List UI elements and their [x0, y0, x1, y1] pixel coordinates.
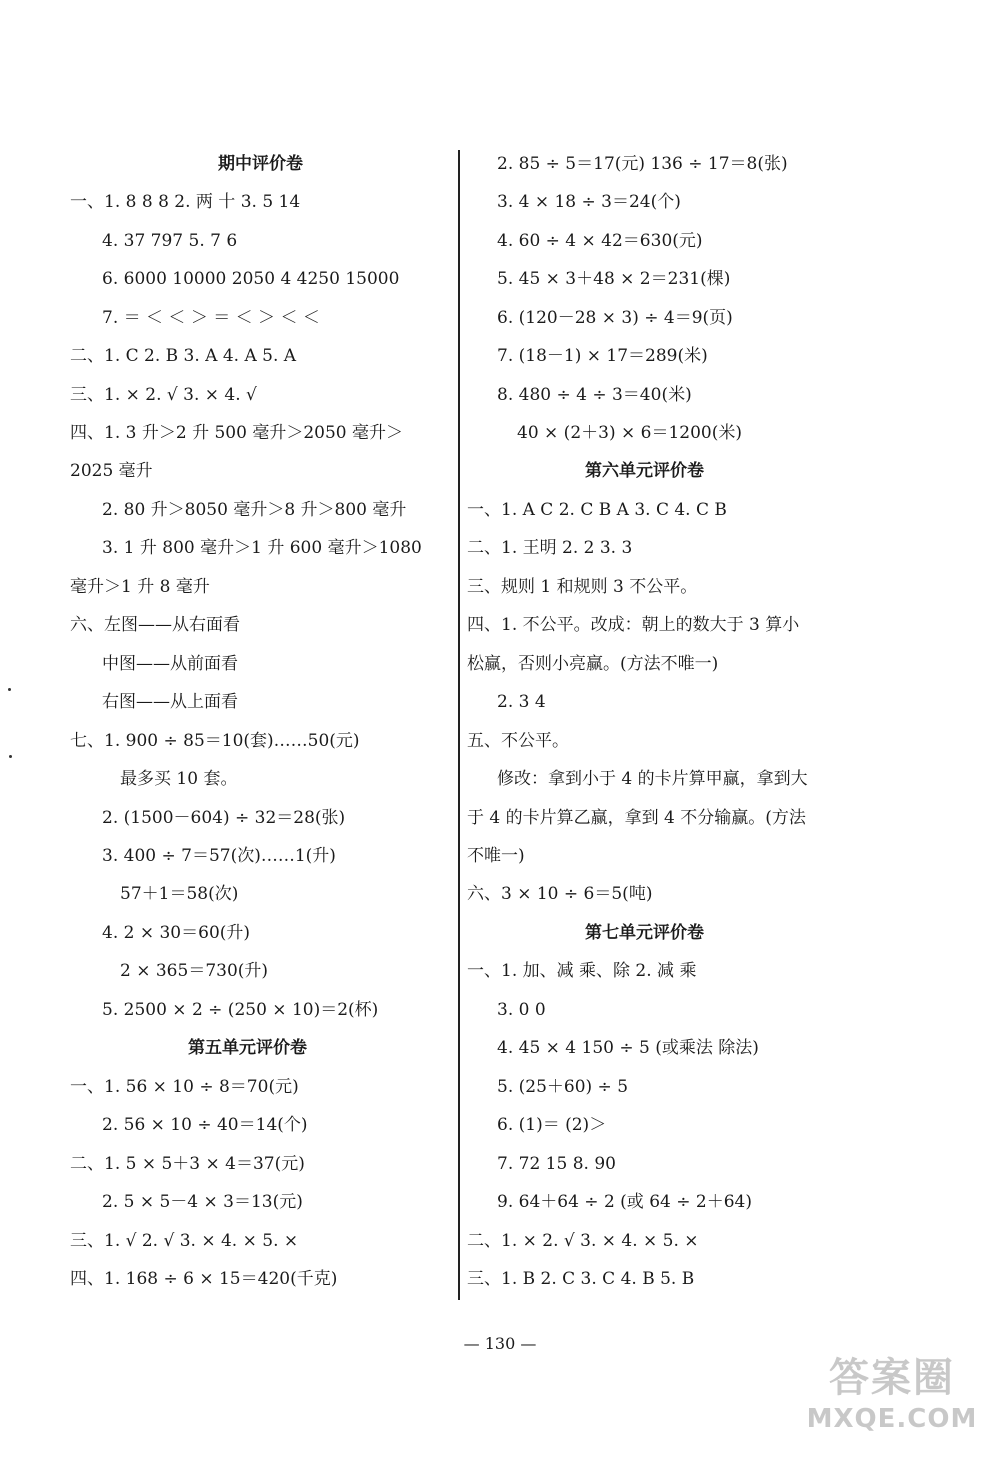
answer-line: 二、1. 5 × 5＋3 × 4＝37(元) [70, 1154, 305, 1174]
answer-line: 一、1. 8 8 8 2. 两 十 3. 5 14 [70, 192, 301, 212]
answer-line: 四、1. 3 升＞2 升 500 毫升＞2050 毫升＞ [70, 423, 403, 443]
answer-line: 40 × (2＋3) × 6＝1200(米) [517, 423, 742, 443]
scan-speck [8, 688, 11, 691]
answer-line: 3. 400 ÷ 7＝57(次)……1(升) [102, 846, 336, 866]
page-number: — 130 — [463, 1334, 537, 1353]
answer-line: 中图——从前面看 [102, 654, 238, 674]
answer-line: 三、1. × 2. √ 3. × 4. √ [70, 385, 257, 405]
answer-line: 二、1. × 2. √ 3. × 4. × 5. × [467, 1231, 699, 1251]
answer-line: 57＋1＝58(次) [120, 884, 239, 904]
watermark-url: MXQE.COM [806, 1404, 978, 1434]
answer-line: 最多买 10 套。 [120, 769, 238, 789]
answer-line: 7. (18－1) × 17＝289(米) [497, 346, 708, 366]
answer-line: 5. 2500 × 2 ÷ (250 × 10)＝2(杯) [102, 1000, 379, 1020]
answer-line: 五、不公平。 [467, 731, 569, 751]
title-unit-five: 第五单元评价卷 [188, 1038, 307, 1058]
answer-line: 一、1. 加、减 乘、除 2. 减 乘 [467, 961, 697, 981]
watermark-logo [802, 1352, 982, 1448]
title-midterm: 期中评价卷 [218, 154, 303, 174]
answer-line: 7. 72 15 8. 90 [497, 1154, 616, 1174]
column-divider [458, 150, 460, 1300]
answer-line: 2025 毫升 [70, 461, 153, 481]
answer-line: 一、1. 56 × 10 ÷ 8＝70(元) [70, 1077, 299, 1097]
answer-line: 3. 4 × 18 ÷ 3＝24(个) [497, 192, 681, 212]
answer-line: 6. 6000 10000 2050 4 4250 15000 [102, 269, 400, 289]
title-unit-six: 第六单元评价卷 [585, 461, 704, 481]
answer-line: 二、1. C 2. B 3. A 4. A 5. A [70, 346, 297, 366]
answer-line: 修改：拿到小于 4 的卡片算甲赢，拿到大 [497, 769, 808, 789]
scan-speck [9, 755, 12, 758]
answer-line: 4. 37 797 5. 7 6 [102, 231, 238, 251]
watermark-logo-mark: 答案圈 [829, 1355, 955, 1401]
answer-line: 2 × 365＝730(升) [120, 961, 269, 981]
answer-line: 四、1. 168 ÷ 6 × 15＝420(千克) [70, 1269, 338, 1289]
answer-line: 不唯一) [467, 846, 525, 866]
answer-line: 右图——从上面看 [102, 692, 238, 712]
answer-line: 2. 5 × 5－4 × 3＝13(元) [102, 1192, 303, 1212]
answer-line: 9. 64＋64 ÷ 2 (或 64 ÷ 2＋64) [497, 1192, 752, 1212]
answer-line: 6. (1)＝ (2)＞ [497, 1115, 607, 1135]
answer-line: 三、1. √ 2. √ 3. × 4. × 5. × [70, 1231, 299, 1251]
answer-line: 三、1. B 2. C 3. C 4. B 5. B [467, 1269, 695, 1289]
answer-line: 2. 85 ÷ 5＝17(元) 136 ÷ 17＝8(张) [497, 154, 788, 174]
answer-line: 四、1. 不公平。改成：朝上的数大于 3 算小 [467, 615, 800, 635]
answer-line: 松赢，否则小亮赢。(方法不唯一) [467, 654, 719, 674]
answer-line: 3. 0 0 [497, 1000, 546, 1020]
answer-line: 一、1. A C 2. C B A 3. C 4. C B [467, 500, 727, 520]
answer-line: 6. (120－28 × 3) ÷ 4＝9(页) [497, 308, 733, 328]
answer-line: 4. 45 × 4 150 ÷ 5 (或乘法 除法) [497, 1038, 759, 1058]
answer-line: 2. 3 4 [497, 692, 546, 712]
title-unit-seven: 第七单元评价卷 [585, 923, 704, 943]
answer-line: 七、1. 900 ÷ 85＝10(套)……50(元) [70, 731, 360, 751]
answer-line: 4. 2 × 30＝60(升) [102, 923, 251, 943]
answer-line: 5. 45 × 3＋48 × 2＝231(棵) [497, 269, 731, 289]
answer-line: 5. (25＋60) ÷ 5 [497, 1077, 629, 1097]
answer-line: 2. 80 升＞8050 毫升＞8 升＞800 毫升 [102, 500, 407, 520]
answer-line: 2. 56 × 10 ÷ 40＝14(个) [102, 1115, 308, 1135]
answer-line: 毫升＞1 升 8 毫升 [70, 577, 210, 597]
answer-line: 六、左图——从右面看 [70, 615, 240, 635]
answer-line: 二、1. 王明 2. 2 3. 3 [467, 538, 633, 558]
answer-line: 7. ＝ ＜ ＜ ＞ ＝ ＜ ＞ ＜ ＜ [102, 308, 320, 328]
answer-line: 8. 480 ÷ 4 ÷ 3＝40(米) [497, 385, 692, 405]
answer-line: 2. (1500－604) ÷ 32＝28(张) [102, 808, 346, 828]
answer-line: 三、规则 1 和规则 3 不公平。 [467, 577, 698, 597]
answer-line: 4. 60 ÷ 4 × 42＝630(元) [497, 231, 703, 251]
answer-line: 六、3 × 10 ÷ 6＝5(吨) [467, 884, 653, 904]
answer-line: 3. 1 升 800 毫升＞1 升 600 毫升＞1080 [102, 538, 422, 558]
answer-line: 于 4 的卡片算乙赢，拿到 4 不分输赢。(方法 [467, 808, 806, 828]
